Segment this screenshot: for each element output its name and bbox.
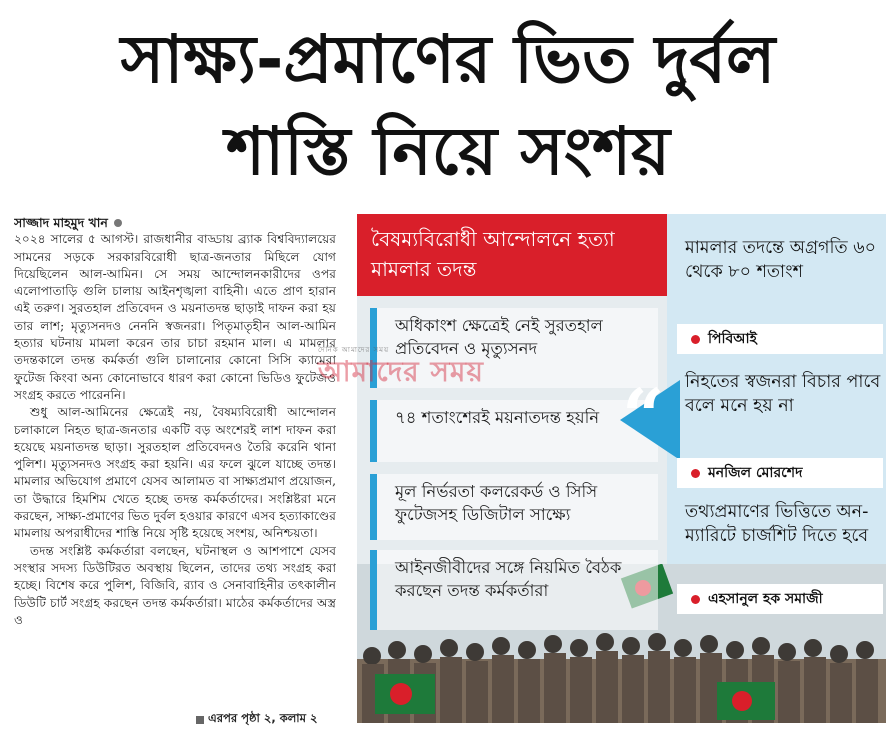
quote-text: মামলার তদন্তে অগ্রগতি ৬০ থেকে ৮০ শতাংশ xyxy=(685,238,876,282)
article-paragraph-1: ২০২৪ সালের ৫ আগস্ট। রাজধানীর বাড্ডায় ব্র্যাক বিশ্ববিদ্যালয়ের সামনের সড়কে সরকারবিরোধী ছাত্র-জনতার মিছিলে যোগ দিয়েছিলেন আল-আমিন। সে সময় আন্দোলনকারীদের ওপর এলোপাতাড়ি গুলি চালায় আইনশৃঙ্খলা বাহিনী। এতে প্রাণ হারান এই তরুণ। সুরতহাল প্রতিবেদন ও ময়নাতদন্ত ছাড়াই দাফন করা হয় তার লাশ; মৃত্যুসনদও নেননি স্বজনরা। পিতৃমাতৃহীন আল-আমিন হত্যার ঘটনায় মামলা করেন তার চাচা রহমান মাল। এ মামলার তদন্তকালে তদন্ত কর্মকর্তা গুলি চালানোর কোনো সিসি ক্যামেরা ফুটেজ কিংবা অন্য কোনোভাবে ধারণ করা কোনো ভিডিও ফুটেজও সংগ্রহ করতে পারেননি। xyxy=(14,232,336,402)
fact-item: আইনজীবীদের সঙ্গে নিয়মিত বৈঠক করছেন তদন্ত কর্মকর্তারা xyxy=(370,550,658,630)
speaker-name: এহসানুল হক সমাজী xyxy=(708,591,823,607)
continued-on xyxy=(196,710,318,729)
quote-text: তথ্যপ্রমাণের ভিত্তিতে অন-ম্যারিটে চার্জশিট দিতে হবে xyxy=(685,502,869,546)
topic-banner-text: বৈষম্যবিরোধী আন্দোলনে হত্যা মামলার তদন্ত xyxy=(371,227,615,281)
square-bullet-icon xyxy=(196,716,204,724)
fact-item: মূল নির্ভরতা কলরেকর্ড ও সিসি ফুটেজসহ ডিজিটাল সাক্ষ্যে xyxy=(370,474,658,540)
speaker-name: মনজিল মোরশেদ xyxy=(708,465,803,481)
article-paragraph-2: শুধু আল-আমিনের ক্ষেত্রেই নয়, বৈষম্যবিরোধী আন্দোলন চলাকালে নিহত ছাত্র-জনতার একটি বড় অংশেরই লাশ দাফন করা হয়েছে ময়নাতদন্ত ছাড়া। সুরতহাল প্রতিবেদনও তৈরি করেনি থানা পুলিশ। মৃত্যুসনদও সংগ্রহ করা হয়নি। এর ফলে ঝুলে যাচ্ছে তদন্ত। মামলার অভিযোগ প্রমাণে যেসব আলামত বা সাক্ষ্যপ্রমাণ প্রয়োজন, তা উদ্ধারে হিমশিম খেতে হচ্ছে তদন্ত কর্মকর্তাদের। সংশ্লিষ্টরা মনে করছেন, সাক্ষ্য-প্রমাণের ভিত দুর্বল হওয়ার কারণে এসব হত্যাকাণ্ডের মামলায় অপরাধীদের শাস্তি নিয়ে সৃষ্টি হয়েছে সংশয়, অনিশ্চয়তা। xyxy=(14,405,336,541)
fact-item: ৭৪ শতাংশেরই ময়নাতদন্ত হয়নি xyxy=(370,400,658,462)
quote-icon: “ xyxy=(622,374,665,460)
speaker-dot-icon xyxy=(691,469,700,478)
quote-speaker xyxy=(677,584,883,614)
speaker-name: পিবিআই xyxy=(708,331,757,347)
publisher-watermark xyxy=(318,346,484,397)
watermark-logo: আমাদের সময় xyxy=(318,355,484,388)
speaker-dot-icon xyxy=(691,595,700,604)
headline-line-2: শাস্তি নিয়ে সংশয় xyxy=(225,113,671,190)
byline-dot-icon xyxy=(114,219,122,227)
quote-speaker xyxy=(677,458,883,488)
article-body xyxy=(14,214,336,726)
byline xyxy=(14,214,336,231)
topic-banner xyxy=(357,214,667,296)
byline-author: সাজ্জাদ মাহমুদ খান xyxy=(14,215,108,230)
headline-line-1: সাক্ষ্য-প্রমাণের ভিত দুর্বল xyxy=(120,21,776,98)
fact-item: অধিকাংশ ক্ষেত্রেই নেই সুরতহাল প্রতিবেদন ও মৃত্যুসনদ xyxy=(370,308,658,388)
quote-text: নিহতের স্বজনরা বিচার পাবে বলে মনে হয় না xyxy=(685,372,881,416)
speaker-dot-icon xyxy=(691,335,700,344)
headline xyxy=(0,0,896,205)
continued-text: এরপর পৃষ্ঠা ২, কলাম ২ xyxy=(208,711,318,725)
quote-speaker xyxy=(677,324,883,354)
article-paragraph-3: তদন্ত সংশ্লিষ্ট কর্মকর্তারা বলছেন, ঘটনাস্থল ও আশপাশে যেসব সংস্থার সদস্য ডিউটিরত অবস্থায় ছিলেন, তাদের তথ্য সংগ্রহ করা হচ্ছে। বিশেষ করে পুলিশ, বিজিবি, র‍্যাব ও সেনাবাহিনীর তৎকালীন ডিউটি চার্ট সংগ্রহ করছেন তদন্ত কর্মকর্তারা। মাঠের কর্মকর্তাদের অস্ত্র ও xyxy=(14,543,336,627)
watermark-caption: দৈনিক আমাদের সময় xyxy=(318,346,390,354)
